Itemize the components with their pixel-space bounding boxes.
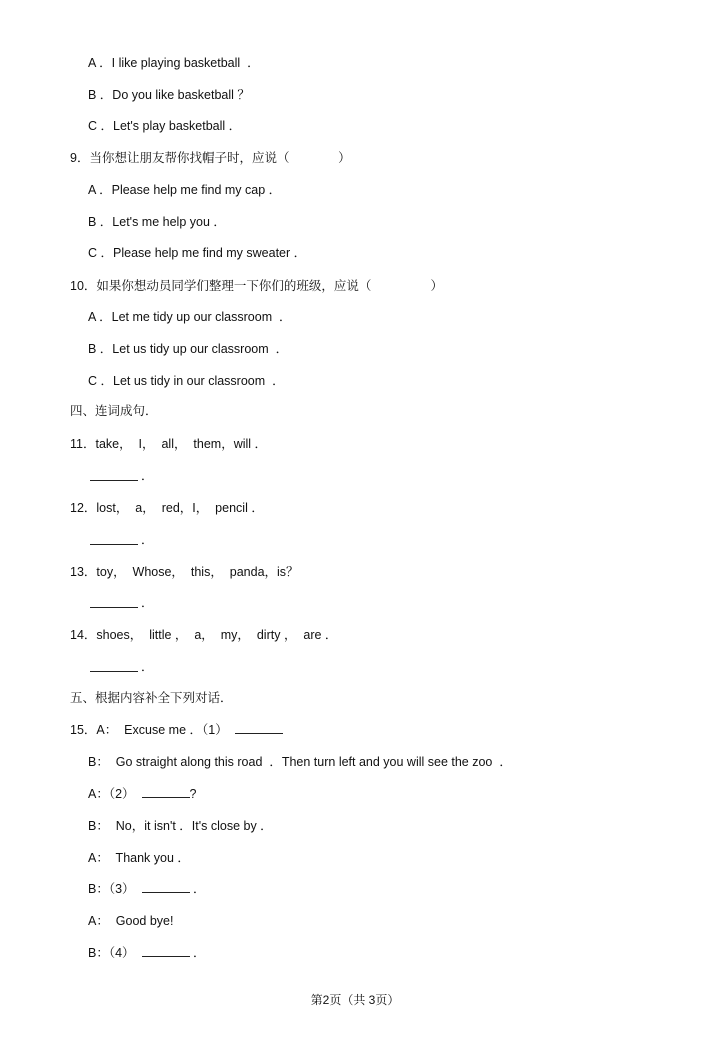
q15-blank-2 [142,786,190,798]
dialog-a2-prefix: A：（2） [88,787,135,801]
q11-words: 11．take， I， all， them，will ． [70,437,268,451]
section5-title: 五、根据内容补全下列对话． [70,691,233,705]
q11-answer-period: ． [141,469,154,483]
q15-blank-1 [235,722,283,734]
q10-stem: 10．如果你想动员同学们整理一下你们的班级，应说（ ） [70,279,443,293]
q12-answer-blank [90,544,138,545]
q14-answer-blank [90,671,138,672]
q9-option-a: A ．Please help me find my cap ． [88,183,282,197]
dialog-a2 [88,786,196,802]
q10-option-b: B ．Let us tidy up our classroom ． [88,342,289,356]
q11-answer-blank [90,480,138,481]
q14-words: 14．shoes， little ， a， my， dirty ， are ． [70,628,338,642]
q15-prefix: 15．A： Excuse me ．（1） [70,723,228,737]
dialog-b1: B： Go straight along this road ．Then turn left and you will see the zoo ． [88,755,512,769]
dialog-b3-suffix: ． [192,882,206,896]
q8-option-c: C ．Let's play basketball ． [88,119,242,133]
dialog-b2: B： No，it isn't ．It's close by ． [88,819,273,833]
q9-option-c: C ．Please help me find my sweater ． [88,246,307,260]
section4-title: 四、连词成句． [70,404,158,418]
q10-option-a: A ．Let me tidy up our classroom ． [88,310,292,324]
q12-words: 12．lost， a， red，I， pencil ． [70,501,264,515]
dialog-a3: A： Thank you ． [88,851,190,865]
q13-words: 13．toy， Whose， this， panda，is？ [70,565,299,579]
q15-blank-4 [142,945,190,957]
q10-option-c: C ．Let us tidy in our classroom ． [88,374,285,388]
page-footer: 第2页（共 3页） [310,993,400,1007]
q9-option-b: B ．Let's me help you ． [88,215,226,229]
dialog-b4-suffix: ． [192,946,206,960]
dialog-a2-suffix: ? [189,787,197,801]
q8-option-b: B ．Do you like basketball ？ [88,88,250,102]
q13-answer-blank [90,607,138,608]
dialog-b3 [88,881,206,897]
q15-line-1 [70,722,283,738]
q13-answer-period: ． [141,596,154,610]
dialog-b4 [88,945,206,961]
q12-answer-period: ． [141,533,154,547]
dialog-a4: A： Good bye! [88,914,174,928]
q14-answer-period: ． [141,660,154,674]
dialog-b3-prefix: B：（3） [88,882,135,896]
q9-stem: 9．当你想让朋友帮你找帽子时，应说（ ） [70,151,351,165]
q15-blank-3 [142,881,190,893]
q8-option-a: A ．I like playing basketball ． [88,56,260,70]
dialog-b4-prefix: B：（4） [88,946,135,960]
